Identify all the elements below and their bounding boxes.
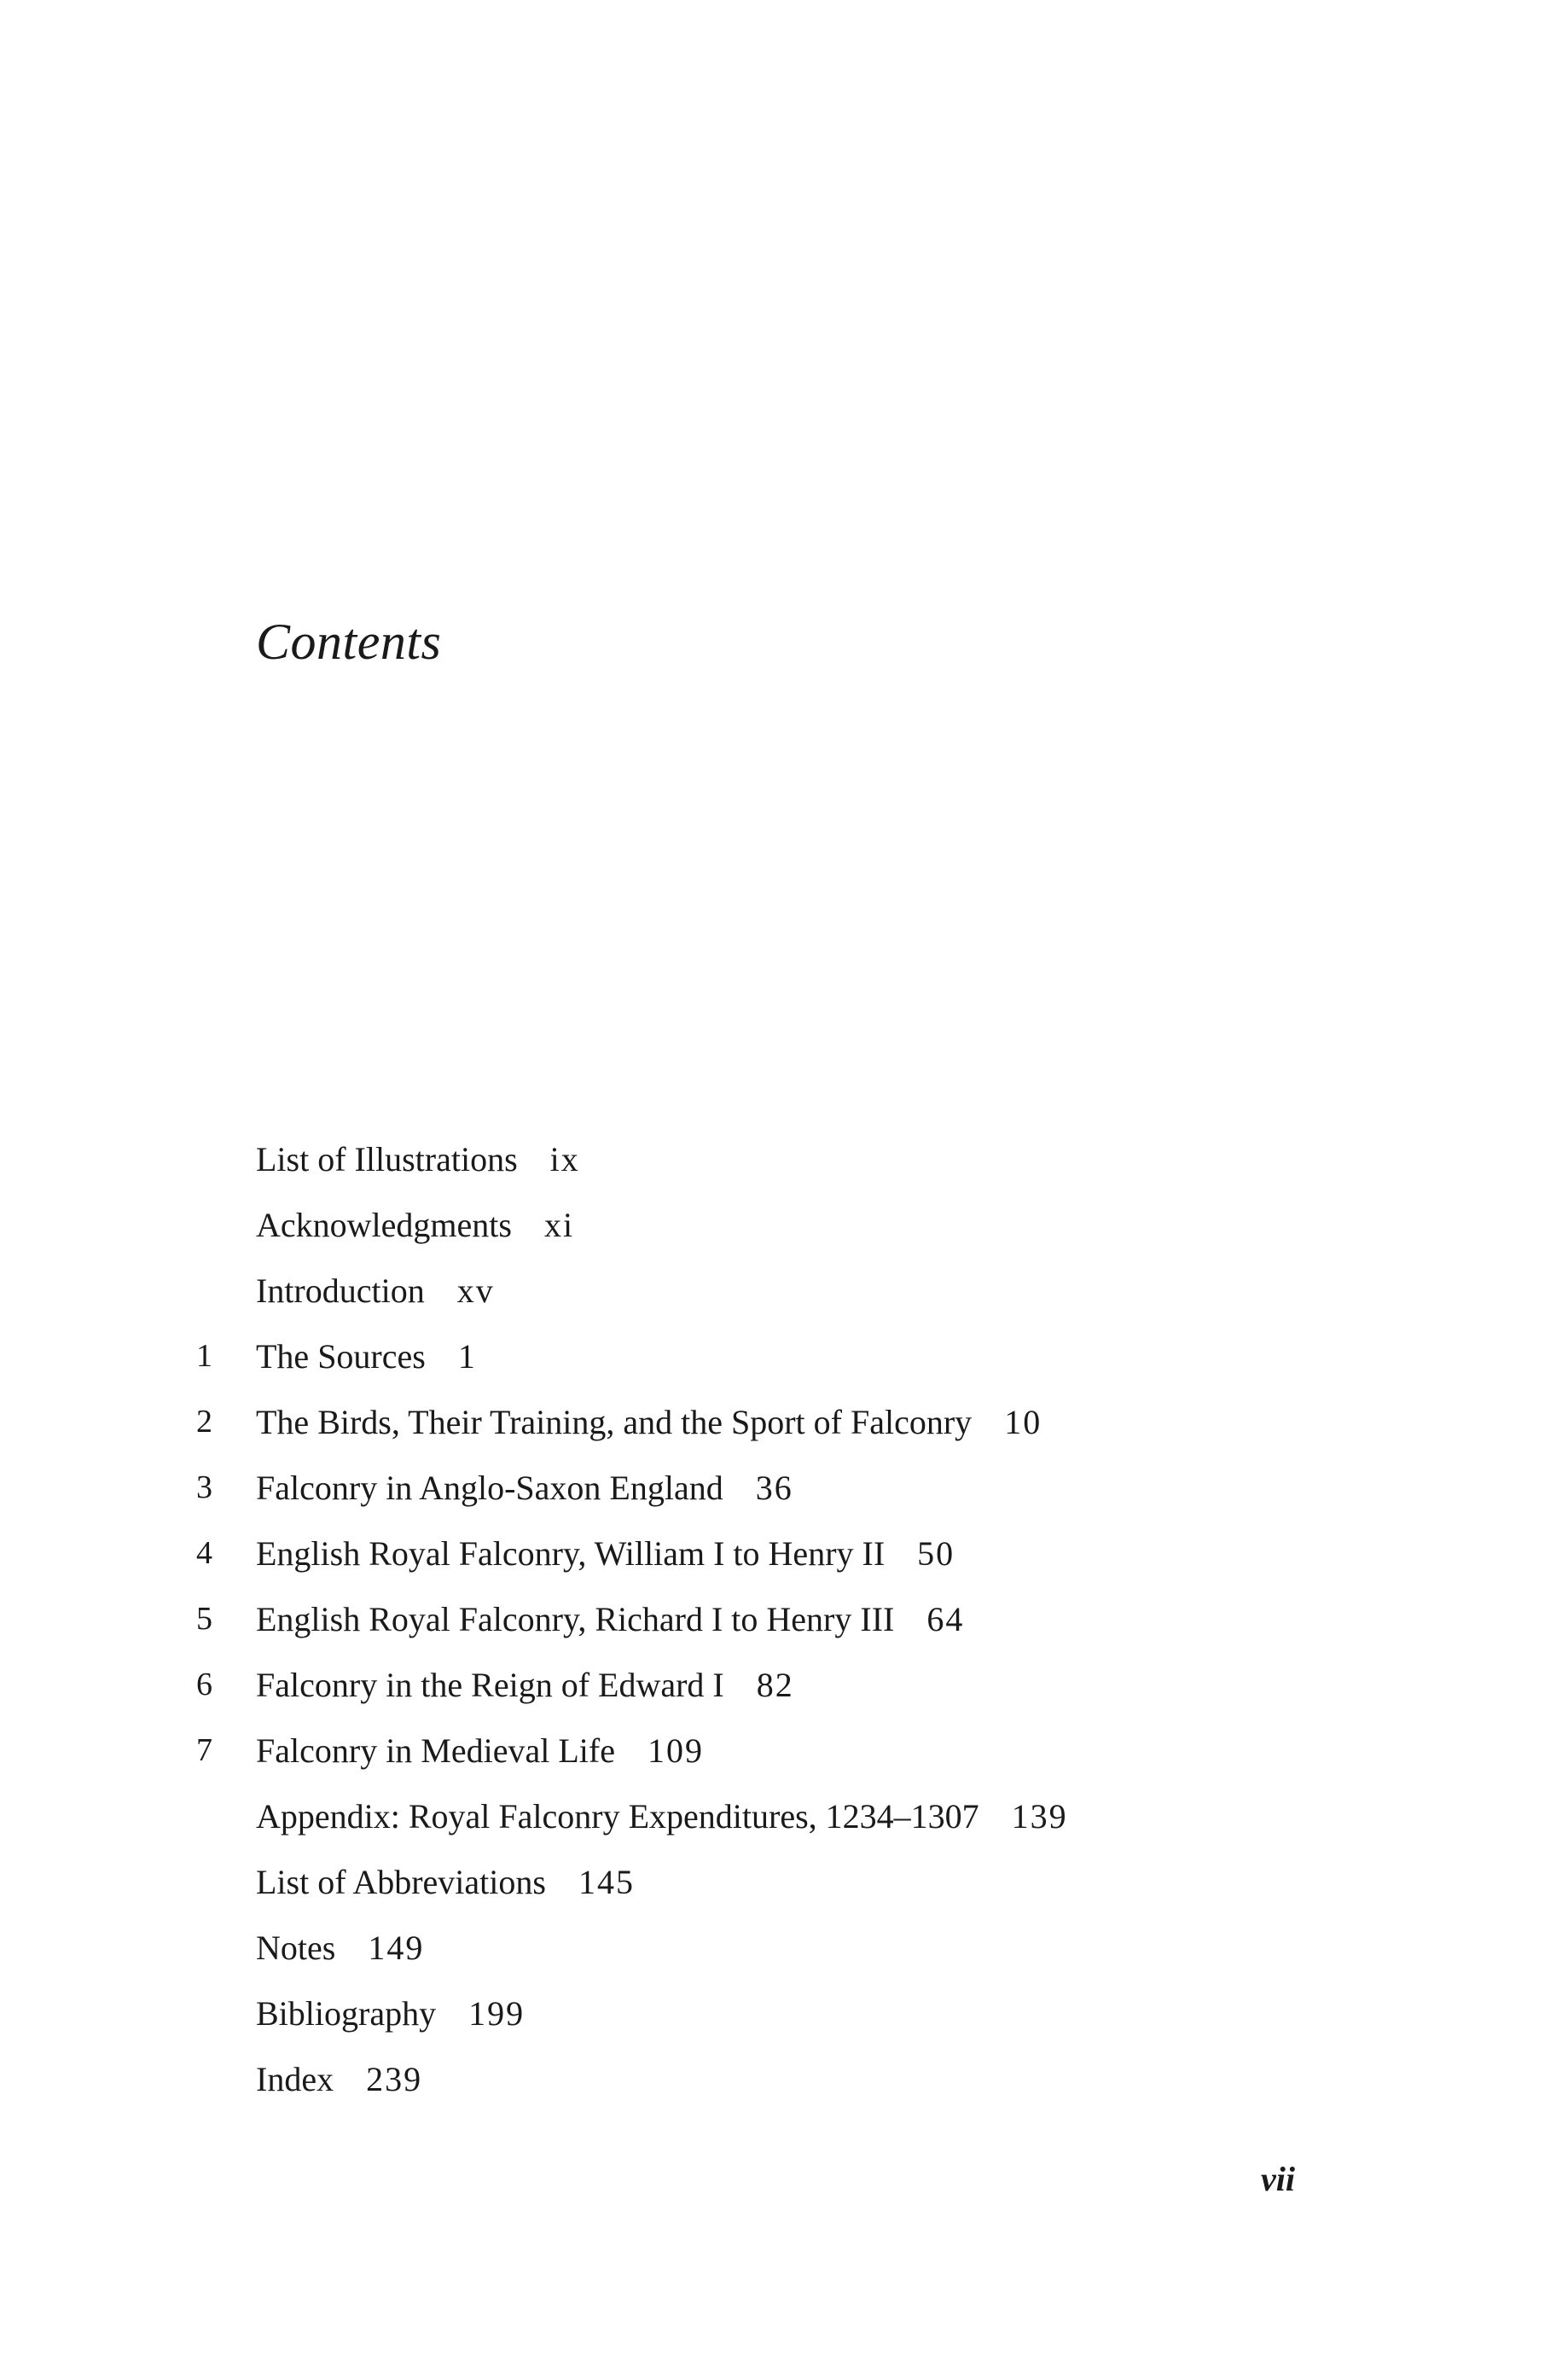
toc-entry-title-text: The Sources xyxy=(256,1337,426,1376)
toc-page-number: xi xyxy=(543,1206,575,1244)
toc-entry-title-text: Bibliography xyxy=(256,1994,437,2033)
page-title: Contents xyxy=(256,614,442,670)
toc-page-number: 64 xyxy=(926,1600,965,1638)
toc-entry-title-text: Acknowledgments xyxy=(256,1206,512,1244)
toc-entry-title-text: Appendix: Royal Falconry Expenditures, 1234–1307 xyxy=(256,1797,979,1836)
toc-entry-introduction[interactable] xyxy=(0,1258,1568,1324)
toc-chapter-number: 6 xyxy=(196,1667,212,1702)
toc-entry-bibliography[interactable] xyxy=(0,1981,1568,2046)
page-number-folio: vii xyxy=(1261,2160,1295,2198)
toc-chapter-number: 4 xyxy=(196,1535,212,1571)
toc-entry-chapter-4[interactable] xyxy=(0,1521,1568,1586)
toc-page-number: 149 xyxy=(368,1929,425,1967)
toc-entry-title xyxy=(256,1586,964,1652)
toc-entry-title xyxy=(256,1915,424,1981)
toc-entry-title xyxy=(256,1258,495,1324)
toc-chapter-number: 5 xyxy=(196,1601,212,1637)
toc-entry-title-text: Notes xyxy=(256,1929,336,1967)
toc-page-number: 239 xyxy=(366,2060,423,2098)
toc-chapter-number: 2 xyxy=(196,1404,212,1440)
toc-entry-title xyxy=(256,1126,580,1192)
toc-entry-chapter-1[interactable] xyxy=(0,1324,1568,1389)
toc-page-number: 36 xyxy=(755,1469,793,1507)
toc-page-number: xv xyxy=(456,1271,495,1310)
toc-entry-list-of-abbreviations[interactable] xyxy=(0,1849,1568,1915)
toc-page-number: 199 xyxy=(468,1994,526,2033)
toc-entry-title-text: English Royal Falconry, Richard I to Henry III xyxy=(256,1600,895,1638)
toc-entry-title-text: Falconry in Medieval Life xyxy=(256,1731,615,1770)
toc-entry-title xyxy=(256,1652,794,1718)
toc-page-number: 109 xyxy=(647,1731,704,1770)
toc-entry-chapter-5[interactable] xyxy=(0,1586,1568,1652)
toc-entry-title-text: Introduction xyxy=(256,1271,425,1310)
toc-entry-chapter-2[interactable] xyxy=(0,1389,1568,1455)
toc-page-number: 82 xyxy=(756,1666,794,1704)
toc-entry-title xyxy=(256,1521,955,1586)
toc-page-number: ix xyxy=(549,1140,580,1178)
toc-entry-index[interactable] xyxy=(0,2046,1568,2112)
toc-entry-chapter-6[interactable] xyxy=(0,1652,1568,1718)
toc-page-number: 145 xyxy=(578,1863,635,1901)
toc-entry-title xyxy=(256,2046,422,2112)
toc-entry-title-text: Falconry in Anglo-Saxon England xyxy=(256,1469,723,1507)
toc-entry-title xyxy=(256,1783,1068,1849)
toc-entry-acknowledgments[interactable] xyxy=(0,1192,1568,1258)
toc-entry-title xyxy=(256,1849,635,1915)
toc-entry-list-of-illustrations[interactable] xyxy=(0,1126,1568,1192)
toc-entry-title-text: List of Illustrations xyxy=(256,1140,518,1178)
toc-entry-title xyxy=(256,1718,704,1783)
toc-chapter-number: 7 xyxy=(196,1732,212,1768)
toc-entry-title-text: List of Abbreviations xyxy=(256,1863,546,1901)
toc-entry-title xyxy=(256,1981,525,2046)
toc-entry-notes[interactable] xyxy=(0,1915,1568,1981)
toc-chapter-number: 1 xyxy=(196,1338,212,1374)
toc-entry-appendix[interactable] xyxy=(0,1783,1568,1849)
toc-entry-title-text: Falconry in the Reign of Edward I xyxy=(256,1666,724,1704)
toc-entry-title xyxy=(256,1455,793,1521)
toc-page-number: 139 xyxy=(1011,1797,1068,1836)
toc-entry-title xyxy=(256,1389,1042,1455)
toc-entry-chapter-3[interactable] xyxy=(0,1455,1568,1521)
toc-page-number: 10 xyxy=(1004,1403,1042,1441)
toc-entry-title-text: The Birds, Their Training, and the Sport of Falconry xyxy=(256,1403,973,1441)
toc-entry-title-text: English Royal Falconry, William I to Henry II xyxy=(256,1534,886,1573)
toc-entry-title xyxy=(256,1192,574,1258)
toc-page-number: 1 xyxy=(457,1337,477,1376)
toc-chapter-number: 3 xyxy=(196,1469,212,1505)
toc-entry-chapter-7[interactable] xyxy=(0,1718,1568,1783)
toc-page-number: 50 xyxy=(917,1534,955,1573)
table-of-contents xyxy=(0,1126,1568,2112)
toc-entry-title xyxy=(256,1324,477,1389)
toc-entry-title-text: Index xyxy=(256,2060,334,2098)
